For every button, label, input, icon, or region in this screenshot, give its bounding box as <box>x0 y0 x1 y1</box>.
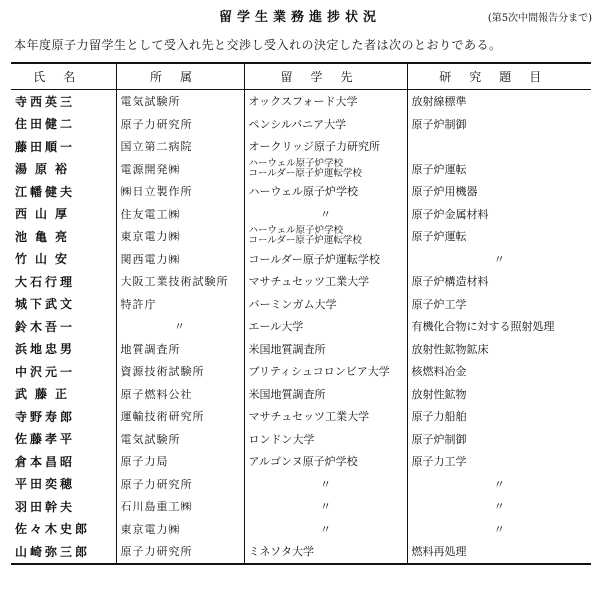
cell-affiliation-text: 東京電力㈱ <box>120 522 181 536</box>
cell-topic-text: 〃 <box>493 252 505 266</box>
table-row <box>11 248 591 271</box>
cell-name-text: 城下武文 <box>15 297 76 312</box>
cell-affiliation <box>116 113 244 136</box>
cell-affiliation <box>116 360 244 383</box>
cell-affiliation-text: 原子力研究所 <box>120 545 193 559</box>
cell-topic-text: 〃 <box>493 477 505 491</box>
cell-destination <box>244 338 407 361</box>
cell-affiliation-text: 国立第二病院 <box>120 140 193 154</box>
table-row <box>11 473 591 496</box>
cell-topic-text: 〃 <box>493 500 505 514</box>
table-row <box>11 338 591 361</box>
cell-destination <box>244 135 407 158</box>
cell-destination-text: 米国地質調査所 <box>248 342 326 356</box>
table-row <box>11 180 591 203</box>
cell-name-text: 倉本昌昭 <box>15 454 76 469</box>
cell-destination <box>244 180 407 203</box>
cell-destination <box>244 405 407 428</box>
cell-destination-text: ハーウェル原子炉学校 コールダー原子炉運転学校 <box>248 157 362 179</box>
cell-name-text: 武藤正 <box>15 387 76 402</box>
cell-affiliation-text: 特許庁 <box>120 297 157 311</box>
cell-name-text: 湯原裕 <box>15 162 76 177</box>
table-row <box>11 135 591 158</box>
cell-destination <box>244 158 407 181</box>
cell-topic <box>407 428 591 451</box>
cell-name <box>11 540 116 564</box>
cell-affiliation <box>116 270 244 293</box>
cell-name <box>11 293 116 316</box>
cell-destination-text: コールダー原子炉運転学校 <box>248 252 380 266</box>
cell-name-text: 佐藤孝平 <box>15 432 76 447</box>
cell-topic-text: 核燃料冶金 <box>411 365 467 379</box>
cell-topic <box>407 518 591 541</box>
cell-destination <box>244 315 407 338</box>
cell-destination-text: オークリッジ原子力研究所 <box>248 140 381 154</box>
cell-destination-text: 〃 <box>320 477 331 491</box>
cell-topic <box>407 383 591 406</box>
cell-topic-text: 有機化合物に対する照射処理 <box>411 320 555 334</box>
cell-name-text: 浜地忠男 <box>15 342 76 357</box>
cell-topic <box>407 225 591 248</box>
cell-name <box>11 383 116 406</box>
cell-topic <box>407 338 591 361</box>
cell-topic-text: 原子力船舶 <box>411 410 467 424</box>
cell-topic <box>407 158 591 181</box>
cell-name-text: 寺野寿郎 <box>15 409 76 424</box>
cell-name <box>11 203 116 226</box>
table-row <box>11 158 591 181</box>
table-row <box>11 540 591 564</box>
cell-destination <box>244 360 407 383</box>
cell-name-text: 竹山安 <box>15 252 76 267</box>
cell-topic <box>407 315 591 338</box>
cell-topic <box>407 135 591 158</box>
cell-affiliation <box>116 473 244 496</box>
cell-destination-text: ミネソタ大学 <box>248 545 315 559</box>
cell-topic-text: 燃料再処理 <box>411 545 467 559</box>
cell-topic-text: 原子炉運転 <box>411 162 467 176</box>
cell-name <box>11 428 116 451</box>
cell-destination-text: エール大学 <box>248 320 304 334</box>
cell-name <box>11 450 116 473</box>
cell-topic-text: 原子炉制御 <box>411 117 467 131</box>
cell-name <box>11 338 116 361</box>
cell-topic-text: 〃 <box>493 522 505 536</box>
cell-name-text: 中沢元一 <box>15 364 76 379</box>
cell-topic <box>407 248 591 271</box>
cell-topic <box>407 90 591 113</box>
header-name: 氏名 <box>11 63 116 90</box>
cell-topic <box>407 113 591 136</box>
cell-affiliation <box>116 495 244 518</box>
cell-affiliation-text: 資源技術試験所 <box>120 365 205 379</box>
table-row <box>11 113 591 136</box>
cell-name-text: 藤田順一 <box>15 139 76 154</box>
table-header-row <box>11 63 591 90</box>
cell-name <box>11 518 116 541</box>
cell-affiliation <box>116 135 244 158</box>
cell-topic-text: 原子炉工学 <box>411 297 467 311</box>
cell-destination-text: オックスフォード大学 <box>248 95 358 109</box>
cell-name <box>11 90 116 113</box>
cell-destination-text: ハーウェル原子炉学校 コールダー原子炉運転学校 <box>248 225 362 247</box>
cell-destination-text: ロンドン大学 <box>248 432 315 446</box>
cell-name <box>11 135 116 158</box>
cell-affiliation <box>116 248 244 271</box>
cell-name-text: 大石行理 <box>15 274 76 289</box>
cell-affiliation-text: 電源開発㈱ <box>120 162 181 176</box>
cell-topic-text: 放射性鉱物 <box>411 387 467 401</box>
cell-topic <box>407 450 591 473</box>
cell-affiliation-text: 地質調査所 <box>120 342 181 356</box>
cell-destination-text: バーミンガム大学 <box>248 297 337 311</box>
cell-destination <box>244 428 407 451</box>
cell-affiliation <box>116 180 244 203</box>
cell-affiliation <box>116 540 244 564</box>
cell-affiliation <box>116 428 244 451</box>
cell-topic-text: 原子力工学 <box>411 455 467 469</box>
cell-affiliation-text: 東京電力㈱ <box>120 230 181 244</box>
cell-name <box>11 405 116 428</box>
cell-affiliation <box>116 203 244 226</box>
cell-topic <box>407 203 591 226</box>
cell-topic <box>407 360 591 383</box>
cell-name <box>11 315 116 338</box>
cell-destination-text: 米国地質調査所 <box>248 387 326 401</box>
table-row <box>11 90 591 113</box>
cell-affiliation-text: 大阪工業技術試験所 <box>120 275 229 289</box>
cell-name <box>11 180 116 203</box>
cell-name-text: 住田健二 <box>15 117 76 132</box>
cell-destination <box>244 518 407 541</box>
cell-affiliation <box>116 405 244 428</box>
table-row <box>11 495 591 518</box>
cell-destination-text: 〃 <box>320 522 331 536</box>
cell-affiliation-text: 運輸技術研究所 <box>120 410 205 424</box>
table-row <box>11 225 591 248</box>
cell-name-text: 池亀亮 <box>15 229 76 244</box>
table-row <box>11 270 591 293</box>
table-row <box>11 518 591 541</box>
cell-topic <box>407 180 591 203</box>
cell-affiliation-text: 原子力局 <box>120 455 169 469</box>
cell-name <box>11 248 116 271</box>
cell-topic-text: 原子炉構造材料 <box>411 275 489 289</box>
cell-affiliation-text: 住友電工㈱ <box>120 207 181 221</box>
table-row <box>11 360 591 383</box>
cell-affiliation-text: 原子力研究所 <box>120 117 193 131</box>
cell-name <box>11 473 116 496</box>
cell-name-text: 鈴木吾一 <box>15 319 76 334</box>
cell-affiliation <box>116 315 244 338</box>
cell-topic <box>407 473 591 496</box>
cell-affiliation-text: 電気試験所 <box>120 432 181 446</box>
cell-name-text: 佐々木史郎 <box>15 522 91 537</box>
document-title: 留学生業務進捗状況 <box>218 10 381 25</box>
cell-affiliation-text: 原子力研究所 <box>120 477 193 491</box>
cell-affiliation-text: 〃 <box>174 320 186 334</box>
lead-paragraph: 本年度原子力留学生として受入れ先と交渉し受入れの決定した者は次のとおりである。 <box>14 38 502 52</box>
cell-affiliation <box>116 383 244 406</box>
report-note: (第5次中間報告分まで) <box>487 13 592 24</box>
cell-topic <box>407 293 591 316</box>
cell-destination-text: ペンシルバニア大学 <box>248 117 347 131</box>
cell-destination-text: マサチュセッツ工業大学 <box>248 275 370 289</box>
cell-name-text: 江幡健夫 <box>15 184 76 199</box>
cell-affiliation-text: 原子燃料公社 <box>120 387 193 401</box>
cell-affiliation-text: 関西電力㈱ <box>120 252 181 266</box>
table-row <box>11 203 591 226</box>
cell-topic <box>407 495 591 518</box>
cell-topic-text: 原子炉制御 <box>411 432 467 446</box>
cell-affiliation <box>116 293 244 316</box>
cell-name <box>11 495 116 518</box>
cell-name <box>11 113 116 136</box>
cell-affiliation <box>116 518 244 541</box>
table-row <box>11 383 591 406</box>
cell-name-text: 羽田幹夫 <box>15 499 76 514</box>
cell-affiliation <box>116 225 244 248</box>
cell-name-text: 寺西英三 <box>15 94 76 109</box>
cell-destination-text: 〃 <box>320 207 331 221</box>
cell-topic-text: 放射線標準 <box>411 95 467 109</box>
table-body <box>11 90 591 564</box>
cell-name <box>11 360 116 383</box>
cell-destination <box>244 450 407 473</box>
cell-name <box>11 225 116 248</box>
student-table <box>11 62 591 565</box>
cell-destination <box>244 225 407 248</box>
cell-name-text: 平田奕穂 <box>15 477 76 492</box>
table-row <box>11 405 591 428</box>
cell-affiliation-text: ㈱日立製作所 <box>120 185 193 199</box>
cell-affiliation <box>116 450 244 473</box>
table-row <box>11 293 591 316</box>
cell-name <box>11 158 116 181</box>
table-row <box>11 450 591 473</box>
cell-affiliation-text: 石川島重工㈱ <box>120 500 193 514</box>
cell-destination <box>244 113 407 136</box>
header-affiliation: 所属 <box>116 63 244 90</box>
cell-name-text: 西山厚 <box>15 207 76 222</box>
cell-destination-text: ブリティシュコロンビア大学 <box>248 365 390 379</box>
cell-topic-text: 放射性鉱物鉱床 <box>411 342 489 356</box>
cell-destination <box>244 248 407 271</box>
cell-topic-text: 原子炉金属材料 <box>411 207 489 221</box>
cell-name <box>11 270 116 293</box>
cell-affiliation <box>116 158 244 181</box>
cell-destination <box>244 90 407 113</box>
cell-topic <box>407 270 591 293</box>
table-row <box>11 315 591 338</box>
header-destination: 留学先 <box>244 63 407 90</box>
cell-destination <box>244 203 407 226</box>
cell-affiliation <box>116 90 244 113</box>
cell-destination <box>244 270 407 293</box>
cell-destination <box>244 495 407 518</box>
cell-destination-text: マサチュセッツ工業大学 <box>248 410 370 424</box>
cell-destination <box>244 293 407 316</box>
cell-affiliation <box>116 338 244 361</box>
cell-destination <box>244 383 407 406</box>
cell-topic <box>407 540 591 564</box>
cell-destination-text: ハーウェル原子炉学校 <box>248 185 359 199</box>
cell-topic-text: 原子炉運転 <box>411 230 467 244</box>
header-topic: 研究題目 <box>407 63 591 90</box>
cell-destination <box>244 473 407 496</box>
table-row <box>11 428 591 451</box>
cell-destination <box>244 540 407 564</box>
cell-destination-text: アルゴンヌ原子炉学校 <box>248 455 358 469</box>
cell-name-text: 山崎弥三郎 <box>15 544 91 559</box>
cell-topic <box>407 405 591 428</box>
cell-affiliation-text: 電気試験所 <box>120 95 181 109</box>
cell-destination-text: 〃 <box>320 500 331 514</box>
cell-topic-text: 原子炉用機器 <box>411 185 478 199</box>
